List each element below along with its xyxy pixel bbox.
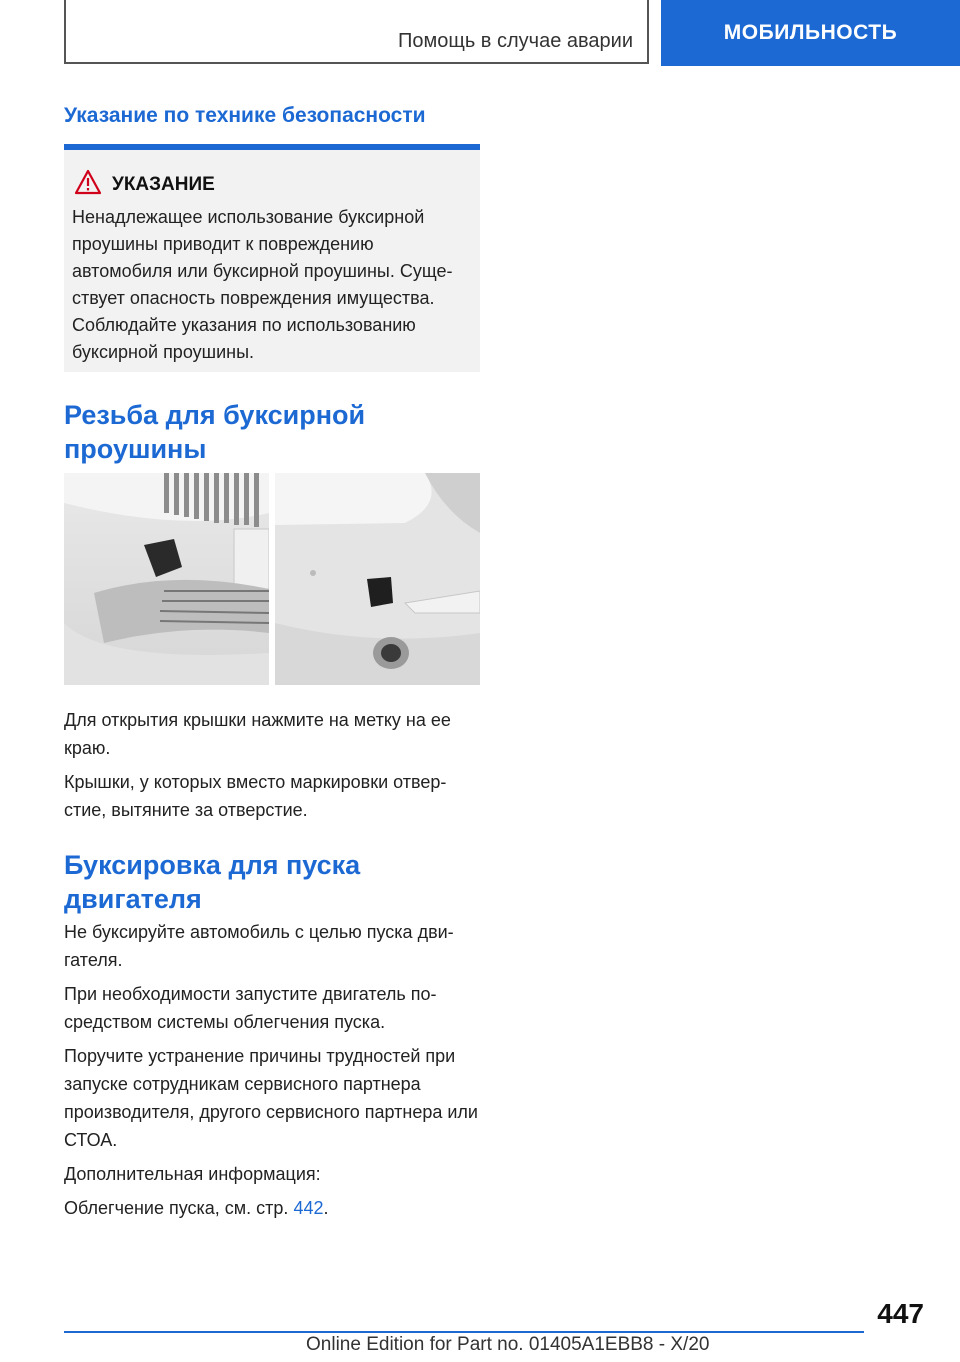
thread-paragraph-1: Для открытия крышки нажмите на метку на ее краю. xyxy=(64,710,451,758)
warning-title: УКАЗАНИЕ xyxy=(112,174,215,195)
edition-footer: Online Edition for Part no. 01405A1EBB8 - X/20 xyxy=(306,1334,710,1355)
tow-start-heading-line1: Буксировка для пуска xyxy=(64,850,361,880)
page-link-442[interactable]: 442 xyxy=(293,1198,324,1218)
photo-rear-bumper xyxy=(275,473,480,685)
tow-start-paragraph-1: Не буксируйте автомобиль с целью пуска дви-гателя. xyxy=(64,922,454,970)
tow-start-heading-line2: двигателя xyxy=(64,884,202,914)
tow-start-paragraph-2: При необходимости запустите двигатель по-средством системы облегчения пуска. xyxy=(64,984,437,1032)
thread-paragraph-2: Крышки, у которых вместо маркировки отвер-стие, вытяните за отверстие. xyxy=(64,772,447,820)
tow-start-paragraph-4: Дополнительная информация: xyxy=(64,1164,321,1184)
tow-start-paragraph-3: Поручите устранение причины трудностей при запуске сотрудникам сервисного партнера производителя, другого сервисного партнера или СТОА. xyxy=(64,1046,478,1150)
thread-heading-line2: проушины xyxy=(64,434,207,464)
safety-heading: Указание по технике безопасности xyxy=(64,104,426,127)
thread-heading-line1: Резьба для буксирной xyxy=(64,400,366,430)
page-number: 447 xyxy=(877,1298,924,1329)
thread-body xyxy=(64,706,480,824)
thread-heading xyxy=(64,398,480,466)
cross-reference-text: Облегчение пуска, см. стр. xyxy=(64,1198,289,1218)
tow-start-body xyxy=(64,918,480,1222)
tow-start-paragraph-5 xyxy=(64,1194,480,1222)
footer-divider xyxy=(64,1331,864,1333)
header-frame xyxy=(64,0,649,64)
warning-box xyxy=(64,144,480,372)
tow-start-heading xyxy=(64,848,480,916)
warning-triangle-icon xyxy=(74,169,102,200)
chapter-tab[interactable]: МОБИЛЬНОСТЬ xyxy=(661,0,960,66)
cross-reference-period: . xyxy=(323,1198,329,1218)
breadcrumb: Помощь в случае аварии xyxy=(398,30,633,52)
photo-front-bumper xyxy=(64,473,269,685)
warning-text: Ненадлежащее использование буксирной проушины приводит к повреждению автомобиля или буксирной проушины. Суще-ствует опасность повреждения имущества. Соблюдайте указания по использованию буксирной проушины. xyxy=(72,207,453,362)
